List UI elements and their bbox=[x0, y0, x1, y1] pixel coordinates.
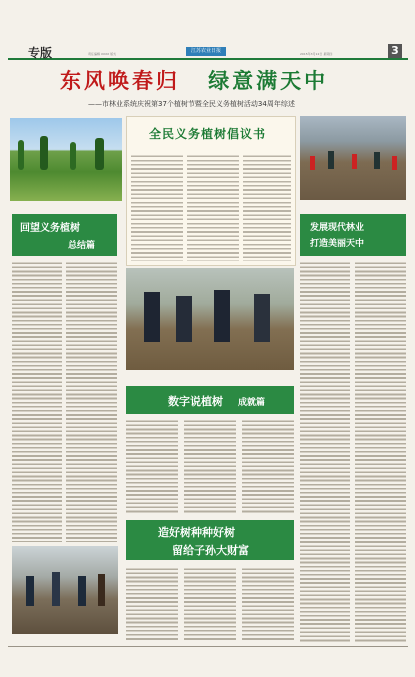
main-headline bbox=[60, 65, 390, 95]
section-title-modern: 发展现代林业 bbox=[310, 223, 365, 233]
section-title-review: 回望义务植树 bbox=[20, 223, 80, 234]
section-header-review bbox=[12, 214, 117, 256]
page-bottom-rule bbox=[8, 646, 408, 647]
photo-caption-3 bbox=[16, 636, 114, 641]
section-subtitle-review: 总结篇 bbox=[68, 241, 96, 251]
page-number: 3 bbox=[388, 44, 402, 58]
poem-body-col2 bbox=[187, 153, 239, 261]
section-header-good-trees bbox=[126, 520, 294, 560]
section-title-good-trees: 造好树种种好树 bbox=[158, 526, 235, 539]
section-subtitle-modern: 打造美丽天中 bbox=[310, 239, 365, 249]
right-column-text bbox=[300, 260, 406, 642]
officials-planting-photo bbox=[126, 268, 294, 370]
section-header-modern-forestry bbox=[300, 214, 406, 256]
photo-caption bbox=[14, 203, 124, 208]
section-subtitle-digital: 成就篇 bbox=[238, 398, 266, 408]
page-header bbox=[0, 0, 415, 62]
header-meta-right: 2015年3月12日 星期四 bbox=[300, 52, 333, 56]
forest-photo bbox=[10, 118, 122, 201]
photo-caption-4 bbox=[130, 374, 290, 379]
left-column-text bbox=[12, 260, 117, 542]
center-digital-text bbox=[126, 418, 294, 514]
volunteers-photo bbox=[12, 546, 118, 634]
poem-body-col3 bbox=[243, 153, 291, 261]
center-good-trees-text bbox=[126, 566, 294, 642]
section-header-digital bbox=[126, 386, 294, 414]
poem-title: 全民义务植树倡议书 bbox=[149, 127, 267, 141]
planting-crowd-photo bbox=[300, 116, 406, 200]
headline-part2: 绿意满天中 bbox=[208, 68, 329, 93]
section-label: 专版 bbox=[28, 46, 53, 60]
section-subtitle-good-trees: 留给子孙大财富 bbox=[172, 544, 249, 557]
photo-caption-2 bbox=[318, 203, 398, 208]
header-top-rule bbox=[8, 58, 408, 60]
headline-subtitle: ——市林业系统庆祝第37个植树节暨全民义务植树活动34周年综述 bbox=[88, 100, 295, 108]
headline-part1: 东风唤春归 bbox=[60, 68, 180, 93]
section-title-digital: 数字说植树 bbox=[168, 395, 223, 408]
header-meta-left: 责任编辑 XXXX 版式 bbox=[88, 52, 117, 56]
poem-body-col1 bbox=[131, 153, 183, 261]
poem-panel bbox=[126, 116, 296, 266]
newspaper-logo: 江苏农业日报 bbox=[186, 47, 226, 56]
